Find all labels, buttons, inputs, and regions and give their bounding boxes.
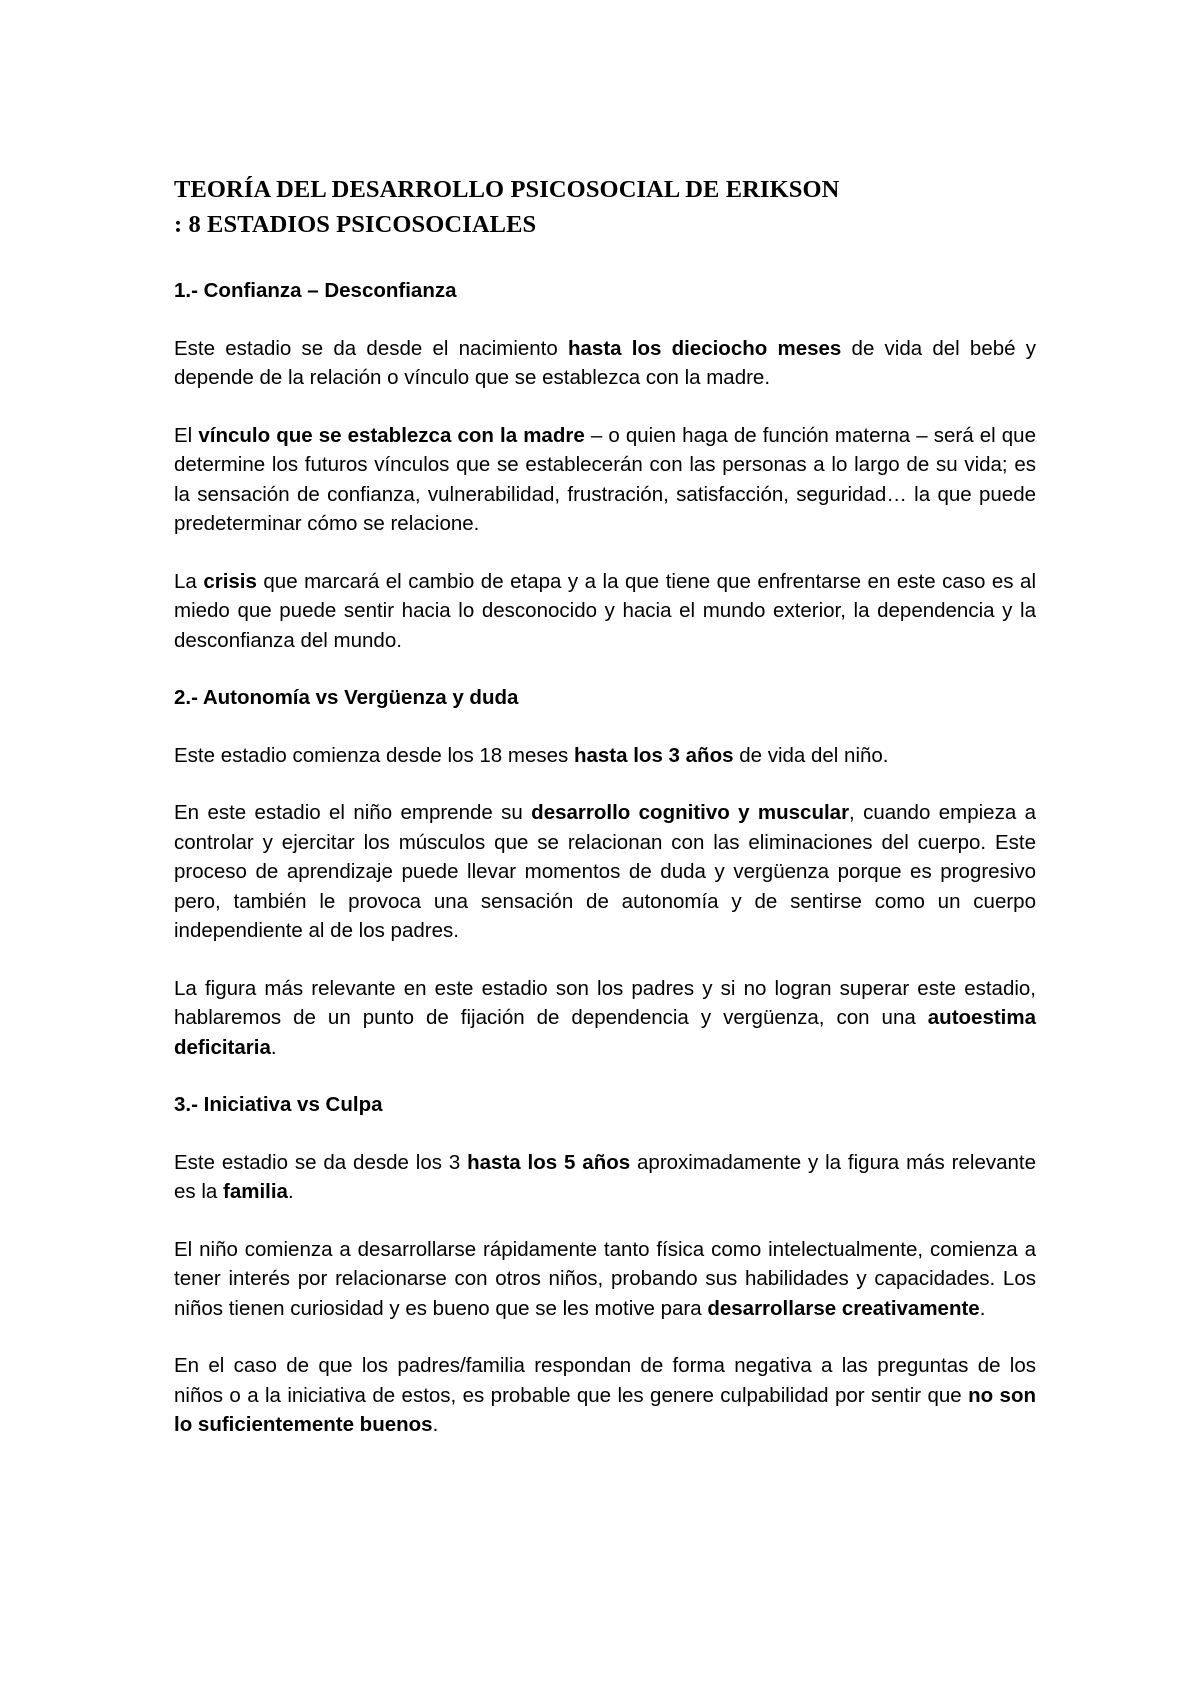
body-paragraph xyxy=(174,974,1036,1063)
stage-section xyxy=(174,1090,1036,1440)
document-page xyxy=(174,172,1036,1440)
text-run: . xyxy=(287,1180,294,1203)
title-line-2: : 8 ESTADIOS PSICOSOCIALES xyxy=(174,211,537,238)
bold-text: autoestima deficitaria xyxy=(174,1006,1036,1059)
body-paragraph xyxy=(174,334,1036,393)
bold-text: no son lo suficientemente buenos xyxy=(174,1383,1036,1436)
text-run: Este estadio se da desde el nacimiento xyxy=(174,336,568,360)
text-run: Este estadio comienza desde los 18 meses xyxy=(174,743,574,767)
text-run: En el caso de que los padres/familia respondan de forma negativa a las preguntas de los niños o a la iniciativa de estos, es probable que les genere culpabilidad por sentir que xyxy=(174,1354,1036,1407)
body-paragraph xyxy=(174,567,1036,656)
text-run: de vida del niño. xyxy=(733,743,889,767)
text-run: aproximadamente y la figura más relevante es la xyxy=(174,1150,1036,1203)
text-run: . xyxy=(270,1035,277,1059)
text-run: de vida del bebé y depende de la relación o vínculo que se establezca con la madre. xyxy=(174,336,1036,389)
body-paragraph xyxy=(174,421,1036,539)
body-paragraph xyxy=(174,1148,1036,1207)
bold-text: vínculo que se establezca con la madre xyxy=(198,423,585,447)
text-run: El niño comienza a desarrollarse rápidamente tanto física como intelectualmente, comienza a tener interés por relacionarse con otros niños, probando sus habilidades y capacidades. Los niños tienen curiosidad y es bueno que se les motive para xyxy=(174,1237,1036,1320)
text-run: El xyxy=(174,423,199,447)
stage-heading: 2.- Autonomía vs Vergüenza y duda xyxy=(174,686,519,709)
stages-list xyxy=(174,276,1036,1440)
bold-text: hasta los dieciocho meses xyxy=(568,336,842,360)
body-paragraph xyxy=(174,1351,1036,1440)
text-run: La xyxy=(174,569,204,593)
stage-heading: 3.- Iniciativa vs Culpa xyxy=(174,1093,383,1116)
body-paragraph xyxy=(174,1235,1036,1324)
bold-text: desarrollo cognitivo y muscular xyxy=(531,801,850,824)
title-line-1: TEORÍA DEL DESARROLLO PSICOSOCIAL DE ERIKSON xyxy=(174,176,840,203)
body-paragraph xyxy=(174,798,1036,946)
document-title xyxy=(174,172,1036,242)
bold-text: hasta los 5 años xyxy=(467,1150,631,1174)
text-run: – o quien haga de función materna – será el que determine los futuros vínculos que se establecerán con las personas a lo largo de su vida; es la sensación de confianza, vulnerabilidad, frustración, satisfacción, seguridad… la que puede predeterminar cómo se relacione. xyxy=(174,423,1036,535)
bold-text: desarrollarse creativamente xyxy=(707,1296,980,1320)
text-run: Este estadio se da desde los 3 xyxy=(174,1150,468,1174)
text-run: . xyxy=(979,1296,986,1320)
text-run: , cuando empieza a controlar y ejercitar los músculos que se relacionan con las eliminaciones del cuerpo. Este proceso de aprendizaje puede llevar momentos de duda y vergüenza porque es progresivo pero, también le provoca una sensación de autonomía y de sentirse como un cuerpo independiente al de los padres. xyxy=(174,801,1036,942)
body-paragraph xyxy=(174,741,1036,771)
text-run: La figura más relevante en este estadio son los padres y si no logran superar este estadio, hablaremos de un punto de fijación de dependencia y vergüenza, con una xyxy=(174,976,1036,1029)
stage-section xyxy=(174,276,1036,655)
text-run: . xyxy=(432,1413,439,1436)
bold-text: crisis xyxy=(203,569,257,593)
stage-heading: 1.- Confianza – Desconfianza xyxy=(174,279,457,302)
bold-text: hasta los 3 años xyxy=(573,743,734,767)
bold-text: familia xyxy=(223,1180,288,1203)
text-run: En este estadio el niño emprende su xyxy=(174,801,532,824)
text-run: que marcará el cambio de etapa y a la que tiene que enfrentarse en este caso es al miedo que puede sentir hacia lo desconocido y hacia el mundo exterior, la dependencia y la desconfianza del mundo. xyxy=(174,569,1036,652)
stage-section xyxy=(174,683,1036,1062)
